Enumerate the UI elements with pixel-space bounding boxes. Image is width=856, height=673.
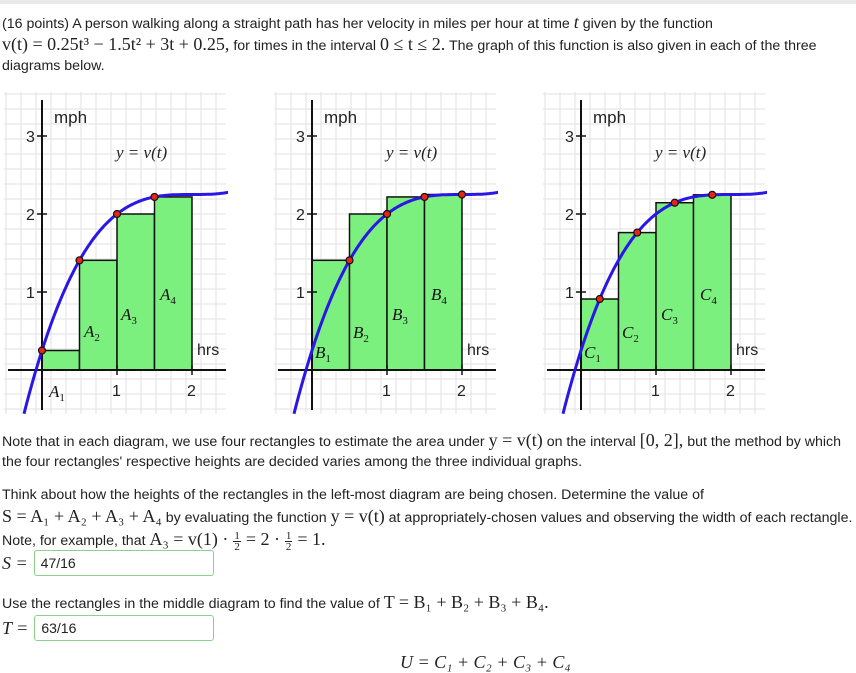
sample-point <box>39 347 46 354</box>
t-label: T = <box>2 617 29 638</box>
rectangle <box>387 197 425 370</box>
hrs-label: hrs <box>736 342 759 359</box>
curve-label: y = v(t) <box>386 143 438 162</box>
curve-label: y = v(t) <box>116 143 168 162</box>
rect-label: $B_4$ <box>431 285 447 307</box>
rectangle <box>155 197 193 370</box>
top-divider <box>0 0 856 4</box>
hrs-label: hrs <box>467 342 490 359</box>
half-den: 2 <box>234 540 240 553</box>
diagram-left <box>4 92 228 416</box>
y-tick-label: 1 <box>565 285 574 302</box>
x-tick-label: 2 <box>187 383 196 400</box>
rect-label: $C_1$ <box>584 343 601 365</box>
example-c: = 1. <box>297 529 326 549</box>
rect-label: $B_1$ <box>315 343 331 365</box>
half-fraction-2 <box>285 531 293 552</box>
note-paragraph <box>2 430 854 472</box>
middle-question <box>2 592 854 614</box>
rectangle <box>80 260 118 370</box>
example-a: A₃ = v(1) · <box>149 529 229 549</box>
t-answer-input[interactable]: 63/16 <box>34 615 214 641</box>
rect-label: $C_4$ <box>700 285 717 307</box>
x-tick-label: 2 <box>726 383 735 400</box>
diagram-right <box>543 92 767 416</box>
sample-point <box>346 257 353 264</box>
y-tick-label: 3 <box>296 129 305 146</box>
given-by-text: given by the function <box>582 16 713 32</box>
diagram-right-graph <box>543 92 767 416</box>
diagram-middle <box>274 92 498 416</box>
sample-point <box>596 296 603 303</box>
problem-statement <box>2 12 852 76</box>
note-prefix: Note that in each diagram, we use four rectangles to estimate the area under <box>2 434 485 450</box>
rect-label: $B_2$ <box>353 323 369 345</box>
half-num-2: 1 <box>285 529 292 542</box>
rect-label: $A_4$ <box>160 285 176 307</box>
y-tick-label: 3 <box>565 129 574 146</box>
sample-point <box>384 211 391 218</box>
middle-question-text: Use the rectangles in the middle diagram to find the value of <box>2 596 380 612</box>
note-interval: [0, 2], <box>639 430 684 450</box>
answer-s-row <box>2 548 214 578</box>
by-eval-text: by evaluating the function <box>165 510 327 526</box>
rect-label: $C_2$ <box>622 323 639 345</box>
interval-prefix: for times in the interval <box>233 38 377 54</box>
y-tick-label: 2 <box>565 207 574 224</box>
interval-formula: 0 ≤ t ≤ 2. <box>380 34 446 54</box>
half-fraction <box>233 531 241 552</box>
rectangle <box>425 195 463 371</box>
s-equation: S = A₁ + A₂ + A₃ + A₄ <box>2 506 162 526</box>
t-variable: t <box>573 12 579 32</box>
unit-label: mph <box>324 108 358 127</box>
half-den-2: 2 <box>285 540 292 553</box>
x-tick-label: 2 <box>457 383 466 400</box>
think-line1: Think about how the heights of the rectangles in the left-most diagram are being chosen. Determine the value of <box>2 487 704 503</box>
rectangle <box>350 214 388 370</box>
sample-point <box>114 211 121 218</box>
graph-note: The graph of this function is also given in each of the three diagrams below. <box>2 38 817 74</box>
sample-point <box>76 257 83 264</box>
sample-point <box>459 191 466 198</box>
note-on-interval: on the interval <box>546 434 636 450</box>
sample-point <box>421 193 428 200</box>
func-equation: y = v(t) <box>330 506 385 526</box>
rect-label: $A_3$ <box>121 305 137 327</box>
function-formula: v(t) = 0.25t³ − 1.5t² + 3t + 0.25, <box>2 34 230 54</box>
curve-label: y = v(t) <box>655 143 707 162</box>
y-tick-label: 2 <box>26 207 35 224</box>
think-paragraph <box>2 485 854 552</box>
y-tick-label: 3 <box>26 129 35 146</box>
y-tick-label: 1 <box>26 285 35 302</box>
s-answer-input[interactable]: 47/16 <box>34 550 214 576</box>
rectangle <box>42 351 80 371</box>
x-tick-label: 1 <box>382 383 391 400</box>
s-label: S = <box>2 552 28 573</box>
unit-label: mph <box>593 108 627 127</box>
sample-point <box>634 229 641 236</box>
t-equation: T = B₁ + B₂ + B₃ + B₄. <box>383 592 549 612</box>
y-tick-label: 1 <box>296 285 305 302</box>
note-equation: y = v(t) <box>488 430 543 450</box>
y-tick-label: 2 <box>296 207 305 224</box>
hrs-label: hrs <box>197 342 220 359</box>
rect-label: $A_1$ <box>49 382 65 404</box>
sample-point <box>151 193 158 200</box>
answer-t-row <box>2 613 214 643</box>
rectangle <box>117 214 155 370</box>
think-rest: at appropriately-chosen values and observing the width of each rectangle. Note, for example, that <box>2 510 853 549</box>
sample-point <box>671 199 678 206</box>
rectangle <box>694 195 732 370</box>
x-tick-label: 1 <box>112 383 121 400</box>
half-num: 1 <box>234 529 240 542</box>
example-b: = 2 · <box>245 529 280 549</box>
note-rest: but the method by which the four rectangles' respective heights are decided varies among the three individual graphs. <box>2 434 842 470</box>
points-label: (16 points) <box>2 16 70 32</box>
unit-label: mph <box>54 108 88 127</box>
diagram-left-graph <box>4 92 228 416</box>
rect-label: $C_3$ <box>661 305 678 327</box>
rect-label: $A_2$ <box>84 322 100 344</box>
cutoff-equation: U = C₁ + C₂ + C₃ + C₄ <box>400 652 571 672</box>
x-tick-label: 1 <box>651 383 660 400</box>
sample-point <box>709 191 716 198</box>
rectangle <box>656 203 694 370</box>
diagram-middle-graph <box>274 92 498 416</box>
intro-text: A person walking along a straight path has her velocity in miles per hour at time <box>72 16 570 32</box>
rect-label: $B_3$ <box>392 305 408 327</box>
